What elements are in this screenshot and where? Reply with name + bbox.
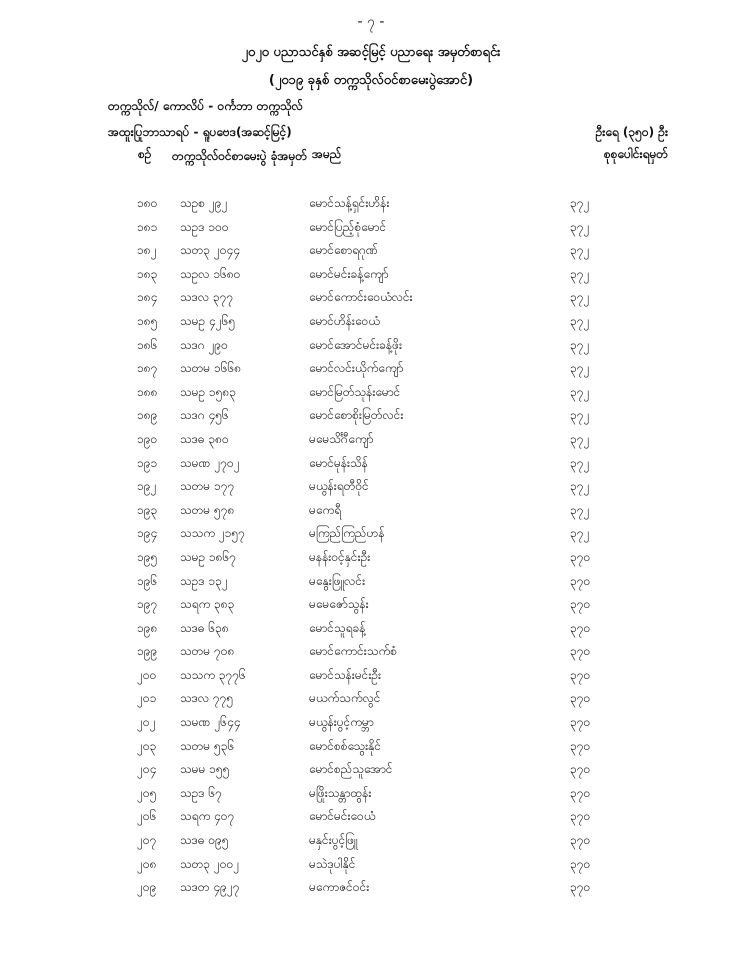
- row-number: ၁၉၀: [137, 431, 158, 446]
- total-marks: ၃၇၀: [570, 573, 591, 588]
- row-number: ၁၉၇: [137, 597, 158, 612]
- row-number: ၁၈၆: [137, 337, 158, 352]
- student-name: မကေရီ: [309, 502, 342, 517]
- student-name: မောင်သူရခန့်: [309, 620, 366, 635]
- table-row: [0, 405, 742, 429]
- total-marks: ၃၇၀: [570, 549, 591, 564]
- roll-number: သဒလ ၃၇၇: [180, 290, 234, 305]
- roll-number: သဒဓ ၀၉၅: [180, 833, 229, 848]
- student-name: မောင်မြတ်သုန်းမောင်: [309, 384, 401, 399]
- table-row: [0, 217, 742, 241]
- roll-number: သတ၃ ၂၀၄၄: [180, 243, 240, 258]
- student-name: မနှင်းပွင့်ဖြူ: [309, 833, 358, 848]
- table-row: [0, 641, 742, 665]
- total-marks: ၃၇၀: [570, 856, 591, 871]
- row-number: ၂၀၇: [137, 833, 157, 848]
- total-marks: ၃၇၂: [570, 196, 590, 210]
- table-row: [0, 854, 742, 878]
- table-row: [0, 287, 742, 311]
- row-number: ၁၉၂: [137, 479, 157, 494]
- university-line: တက္ကသိုလ်/ ကောလိပ် - ဝင်္ကဘာ တက္ကသိုလ်: [108, 99, 303, 113]
- total-marks: ၃၇၂: [570, 526, 590, 541]
- row-number: ၁၉၁: [137, 455, 158, 470]
- row-number: ၁၈၀: [137, 196, 158, 210]
- table-row: [0, 877, 742, 901]
- column-header-no: စဉ်: [138, 147, 152, 161]
- total-marks: ၃၇၀: [570, 691, 591, 706]
- row-number: ၁၉၈: [137, 620, 158, 635]
- table-row: [0, 500, 742, 524]
- total-marks: ၃၇၀: [570, 880, 591, 895]
- row-number: ၂၀၉: [137, 880, 157, 895]
- table-row: [0, 665, 742, 689]
- roll-number: သတမ ၁၆၆၈: [180, 361, 242, 376]
- roll-number: သတမ ၁၇၇: [180, 479, 235, 494]
- total-marks: ၃၇၀: [570, 715, 591, 730]
- student-name: မောင်ကောင်းဝေယံလင်း: [309, 290, 413, 305]
- table-row: [0, 594, 742, 618]
- table-row: [0, 688, 742, 712]
- student-name: မောင်မင်းခန့်ကျော်: [309, 266, 389, 281]
- student-name: မယွန်းရတီဝိုင်: [309, 479, 369, 494]
- row-number: ၁၈၁: [137, 219, 158, 234]
- roll-number: သမမ ၁၅၅: [180, 762, 230, 777]
- table-row: [0, 547, 742, 571]
- total-marks: ၃၇၂: [570, 219, 590, 234]
- row-number: ၁၉၄: [137, 526, 158, 541]
- row-number: ၁၉၅: [137, 549, 158, 564]
- student-name: မောင်သန်းမင်းဦး: [309, 667, 382, 682]
- table-row: [0, 476, 742, 500]
- student-name: မောင်သန့်ရှင်းဟိန်း: [309, 196, 390, 210]
- roll-number: သမဏ ၂၆၄၄: [180, 715, 241, 730]
- table-row: [0, 429, 742, 453]
- table-header: [108, 146, 668, 186]
- roll-number: သတမ ၅၃၆: [180, 738, 235, 753]
- total-marks: ၃၇၀: [570, 785, 591, 800]
- row-number: ၂၀၂: [137, 715, 156, 730]
- row-number: ၂၀၆: [137, 809, 157, 824]
- row-number: ၁၉၃: [137, 502, 158, 517]
- row-number: ၂၀၁: [137, 691, 157, 706]
- total-marks: ၃၇၀: [570, 644, 591, 659]
- subject-label: အထူးပြုဘာသာရပ် - ရူပဗေဒ(အဆင့်မြင့်): [108, 125, 292, 139]
- table-row: [0, 311, 742, 335]
- student-name: မောင်အောင်မင်းခန့်ဖိုး: [309, 337, 403, 352]
- roll-number: သတ၃ ၂၀၀၂: [180, 856, 240, 871]
- total-marks: ၃၇၂: [570, 266, 590, 281]
- roll-number: သသက ၂၁၅၇: [180, 526, 245, 541]
- row-number: ၂၀၃: [137, 738, 157, 753]
- table-row: [0, 358, 742, 382]
- total-marks: ၃၇၀: [570, 809, 591, 824]
- row-number: ၁၈၈: [137, 384, 158, 399]
- roll-number: သမဥ ၁၈၆၇: [180, 549, 237, 564]
- roll-number: သဒဓ ၆၃၈: [180, 620, 229, 635]
- student-name: မောင်မုန်းသိန်: [309, 455, 368, 470]
- total-marks: ၃၇၂: [570, 361, 590, 376]
- row-number: ၁၈၇: [137, 361, 158, 376]
- table-row: [0, 193, 742, 217]
- total-marks: ၃၇၀: [570, 620, 591, 635]
- row-number: ၁၈၃: [137, 266, 158, 281]
- student-name: မောင်ပြည့်စုံမောင်: [309, 219, 387, 234]
- student-name: မနန်းဝင့်နှင်းဦး: [309, 549, 371, 564]
- roll-number: သရက ၃၈၃: [180, 597, 235, 612]
- total-marks: ၃၇၂: [570, 455, 590, 470]
- student-name: မသဲဒုပါနိုင်: [309, 856, 356, 871]
- total-marks: ၃၇၂: [570, 431, 590, 446]
- total-marks: ၃၇၂: [570, 243, 590, 258]
- roll-number: သဒတ ၄၉၂၇: [180, 880, 240, 895]
- page-subtitle: (၂၀၁၉ ခုနှစ် တက္ကသိုလ်ဝင်စာမေးပွဲအောင်): [268, 73, 474, 88]
- row-number: ၁၈၄: [137, 290, 158, 305]
- student-name: မယွန်းပွင့်ကမ္ဘာ: [309, 715, 374, 730]
- total-marks: ၃၇၀: [570, 833, 591, 848]
- table-row: [0, 806, 742, 830]
- subject-header: [108, 124, 668, 144]
- total-marks: ၃၇၂: [570, 502, 590, 517]
- row-number: ၂၀၄: [137, 762, 157, 777]
- table-row: [0, 335, 742, 359]
- roll-number: သဒဂ ၄၅၆: [180, 408, 229, 423]
- table-row: [0, 453, 742, 477]
- roll-number: သဒလ ၇၇၅: [180, 691, 234, 706]
- row-number: ၁၈၉: [137, 408, 158, 423]
- roll-number: သဥစ ၂၉၂: [180, 196, 228, 210]
- row-number: ၂၀၅: [137, 785, 157, 800]
- row-number: ၁၈၂: [137, 243, 157, 258]
- table-row: [0, 783, 742, 807]
- total-marks: ၃၇၀: [570, 667, 591, 682]
- roll-number: သဒဓ ၃၈၀: [180, 431, 229, 446]
- table-row: [0, 523, 742, 547]
- roll-number: သဥလ ၁၆၈၀: [180, 266, 241, 281]
- table-row: [0, 759, 742, 783]
- roll-number: သရက ၄၀၇: [180, 809, 235, 824]
- roll-number: သမဥ ၄၂၆၅: [180, 313, 236, 328]
- roll-number: သသက ၃၇၇၆: [180, 667, 246, 682]
- roll-number: သမဏ ၂၇၀၂: [180, 455, 240, 470]
- roll-number: သဥဒ ၁၀၀: [180, 219, 229, 234]
- table-row: [0, 618, 742, 642]
- row-number: ၂၀၈: [137, 856, 157, 871]
- student-name: မကောဇင်ဝင်း: [309, 880, 370, 895]
- page-number: - ၇ -: [357, 14, 385, 30]
- student-name: မောင်စောရဂုဏ်: [309, 243, 378, 258]
- row-number: ၁၈၅: [137, 313, 158, 328]
- table-row: [0, 264, 742, 288]
- student-name: မမေဇော်သွန်း: [309, 597, 369, 612]
- total-count-label: ဦးရေ (၃၅၀) ဦး: [595, 125, 668, 139]
- roll-number: သမဥ ၁၅၈၃: [180, 384, 237, 399]
- total-marks: ၃၇၀: [570, 738, 591, 753]
- total-marks: ၃၇၀: [570, 762, 591, 777]
- column-header-roll: တက္ကသိုလ်ဝင်စာမေးပွဲ ခုံအမှတ်: [172, 149, 308, 163]
- roll-number: သတမ ၇၀၈: [180, 644, 235, 659]
- total-marks: ၃၇၂: [570, 290, 590, 305]
- student-name: မောင်စစ်သွေးနိုင်: [309, 738, 382, 753]
- row-number: ၂၀၀: [137, 667, 157, 682]
- table-row: [0, 382, 742, 406]
- student-name: မောင်စောစိုးမြတ်လင်း: [309, 408, 404, 423]
- total-marks: ၃၇၂: [570, 384, 590, 399]
- student-name: မမေသိင်္ဂီကျော်: [309, 431, 374, 446]
- student-name: မနွေးဖြူလင်း: [309, 573, 366, 588]
- results-table: [0, 193, 742, 901]
- table-row: [0, 736, 742, 760]
- student-name: မောင်ဟိန်းဝေယံ: [309, 313, 380, 328]
- student-name: မကြည်ကြည်ဟန်: [309, 526, 385, 541]
- student-name: မောင်ကောင်းသက်စံ: [309, 644, 397, 659]
- total-marks: ၃၇၂: [570, 337, 590, 352]
- row-number: ၁၉၆: [137, 573, 158, 588]
- student-name: မောင်စည်သူအောင်: [309, 762, 393, 777]
- total-marks: ၃၇၂: [570, 408, 590, 423]
- student-name: မဖြိုးသန္တာထွန်း: [309, 785, 372, 800]
- column-header-name: အမည်: [312, 147, 342, 161]
- row-number: ၁၉၉: [137, 644, 158, 659]
- table-row: [0, 830, 742, 854]
- total-marks: ၃၇၂: [570, 479, 590, 494]
- total-marks: ၃၇၀: [570, 597, 591, 612]
- total-marks: ၃၇၂: [570, 313, 590, 328]
- student-name: မယက်သက်လွင်: [309, 691, 381, 706]
- roll-number: သဥဒ ၁၃၂: [180, 573, 228, 588]
- column-header-marks: စုစုပေါင်းရမှတ်: [603, 147, 668, 161]
- roll-number: သဥဒ ၆၇: [180, 785, 222, 800]
- student-name: မောင်မင်းဝေယံ: [309, 809, 376, 824]
- roll-number: သတမ ၅၇၈: [180, 502, 235, 517]
- student-name: မောင်လင်းယိုက်ကျော်: [309, 361, 404, 376]
- table-row: [0, 571, 742, 595]
- table-row: [0, 712, 742, 736]
- roll-number: သဒဂ ၂၉၀: [180, 337, 228, 352]
- page-title: ၂၀၂၀ ပညာသင်နှစ် အဆင့်မြင့် ပညာရေး အမှတ်စာရင်း: [241, 45, 501, 60]
- table-row: [0, 240, 742, 264]
